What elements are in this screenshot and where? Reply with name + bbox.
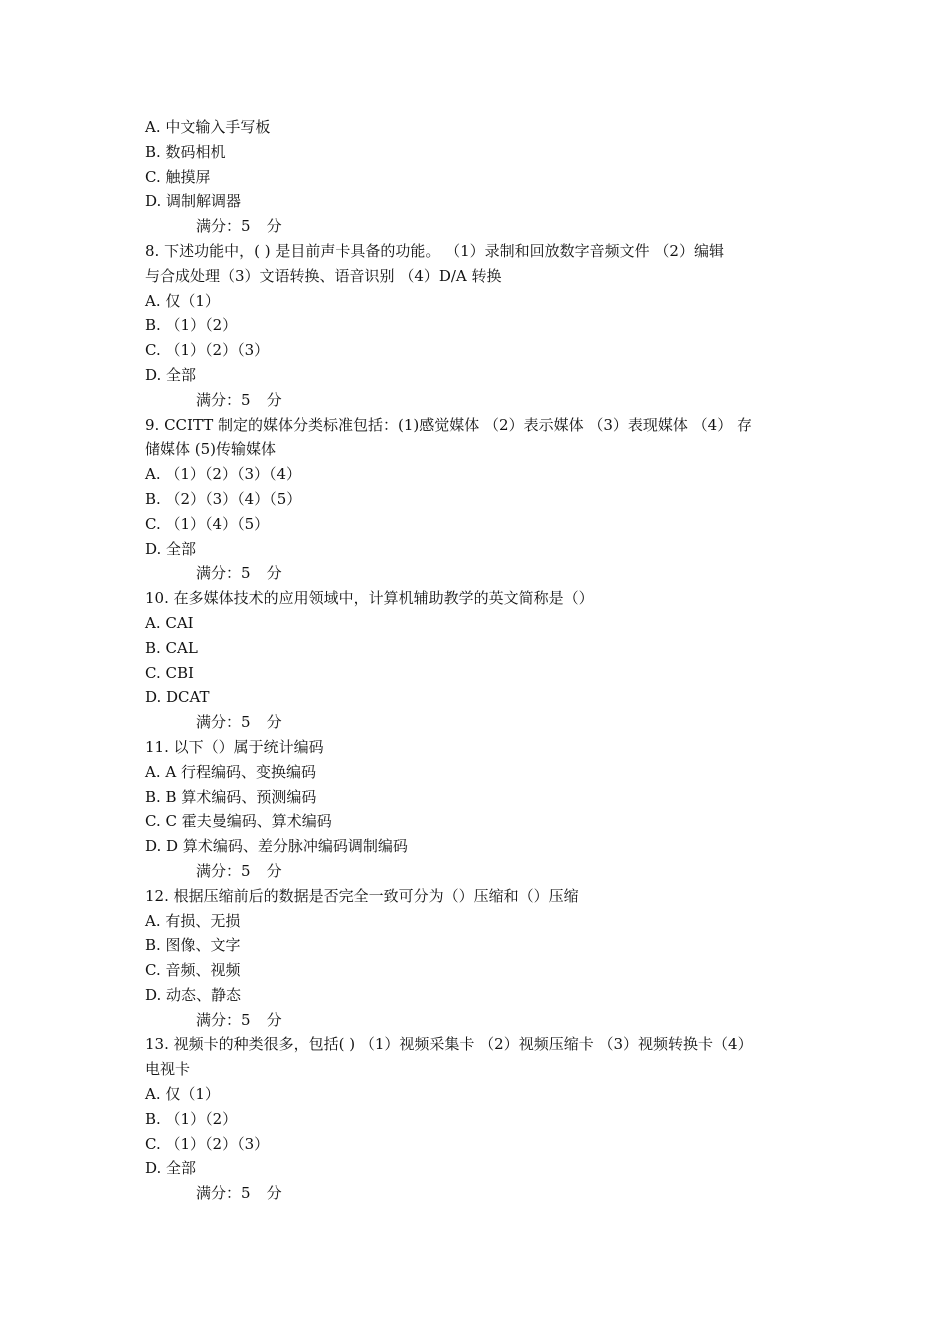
score-value: 5: [241, 390, 251, 409]
score-value: 5: [241, 861, 251, 880]
option-b: B. 图像、文字: [145, 936, 241, 955]
option-d: D. 动态、静态: [145, 985, 242, 1004]
score-label: 满分：: [196, 564, 242, 583]
option-c: C. 触摸屏: [145, 167, 211, 186]
score-value: 5: [241, 1010, 251, 1029]
score-unit: 分: [266, 390, 282, 409]
option-c: C. CBI: [145, 663, 194, 682]
option-d: D. 全部: [145, 539, 197, 558]
question-text-line: 12. 根据压缩前后的数据是否完全一致可分为（）压缩和（）压缩: [145, 886, 579, 905]
score-value: 5: [241, 713, 251, 732]
score-line: [145, 710, 815, 735]
score-value: 5: [241, 564, 251, 583]
score-label: 满分：: [196, 861, 242, 880]
question-text-line: 11. 以下（）属于统计编码: [145, 737, 324, 756]
option-d: D. 全部: [145, 1159, 197, 1178]
option-b: B. B 算术编码、预测编码: [145, 787, 317, 806]
score-line: [145, 859, 815, 884]
score-unit: 分: [266, 1184, 282, 1203]
question-text-line: 储媒体 (5)传输媒体: [145, 440, 277, 459]
question-block: [145, 735, 815, 884]
option-c: C. （1）（2）（3）: [145, 1134, 270, 1153]
question-block: [145, 413, 815, 587]
question-list: [145, 239, 815, 1206]
score-label: 满分：: [196, 713, 242, 732]
question-text-line: 9. CCITT 制定的媒体分类标准包括：(1)感觉媒体 （2）表示媒体 （3）表现媒体 （4） 存: [145, 415, 752, 434]
score-unit: 分: [266, 713, 282, 732]
option-d: D. 全部: [145, 365, 197, 384]
option-b: B. 数码相机: [145, 142, 226, 161]
document-body: [145, 115, 815, 1206]
score-unit: 分: [266, 861, 282, 880]
option-a: A. 仅（1）: [145, 1085, 220, 1104]
question-block: [145, 239, 815, 413]
option-a: A. 有损、无损: [145, 911, 241, 930]
option-c: C. 音频、视频: [145, 961, 241, 980]
question-block: [145, 586, 815, 735]
score-label: 满分：: [196, 1010, 242, 1029]
option-a: A. （1）（2）（3）（4）: [145, 465, 302, 484]
previous-question-options: [145, 115, 815, 239]
question-text-line: 与合成处理（3）文语转换、语音识别 （4）D/A 转换: [145, 266, 502, 285]
option-a: A. 中文输入手写板: [145, 118, 271, 136]
option-a: A. A 行程编码、变换编码: [145, 762, 316, 781]
option-a: A. CAI: [145, 613, 194, 632]
option-d: D. DCAT: [145, 688, 210, 707]
score-label: 满分：: [196, 390, 242, 409]
question-text-line: 13. 视频卡的种类很多，包括( ) （1）视频采集卡 （2）视频压缩卡 （3）视频转换卡（4）: [145, 1035, 753, 1054]
option-d: D. 调制解调器: [145, 192, 242, 211]
score-label: 满分：: [196, 1184, 242, 1203]
question-block: [145, 884, 815, 1033]
score-line: [145, 214, 815, 239]
question-text-line: 10. 在多媒体技术的应用领域中，计算机辅助教学的英文简称是（）: [145, 589, 594, 608]
option-b: B. （1）（2）: [145, 1109, 238, 1128]
question-text-line: 电视卡: [145, 1060, 191, 1079]
score-unit: 分: [266, 1010, 282, 1029]
option-b: B. （2）（3）（4）（5）: [145, 489, 302, 508]
score-line: [145, 388, 815, 413]
score-value: 5: [241, 1184, 251, 1203]
score-line: [145, 1181, 815, 1206]
option-c: C. C 霍夫曼编码、算术编码: [145, 812, 332, 831]
score-label: 满分：: [196, 217, 242, 236]
option-d: D. D 算术编码、差分脉冲编码调制编码: [145, 837, 408, 856]
score-unit: 分: [266, 564, 282, 583]
score-unit: 分: [266, 217, 282, 236]
option-b: B. CAL: [145, 638, 198, 657]
question-block: [145, 1032, 815, 1206]
question-text-line: 8. 下述功能中，( ) 是目前声卡具备的功能。 （1）录制和回放数字音频文件 （2）编辑: [145, 241, 724, 260]
score-value: 5: [241, 217, 251, 236]
score-line: [145, 1008, 815, 1033]
option-c: C. （1）（4）（5）: [145, 514, 270, 533]
option-c: C. （1）（2）（3）: [145, 341, 270, 360]
option-b: B. （1）（2）: [145, 316, 238, 335]
option-a: A. 仅（1）: [145, 291, 220, 310]
score-line: [145, 561, 815, 586]
